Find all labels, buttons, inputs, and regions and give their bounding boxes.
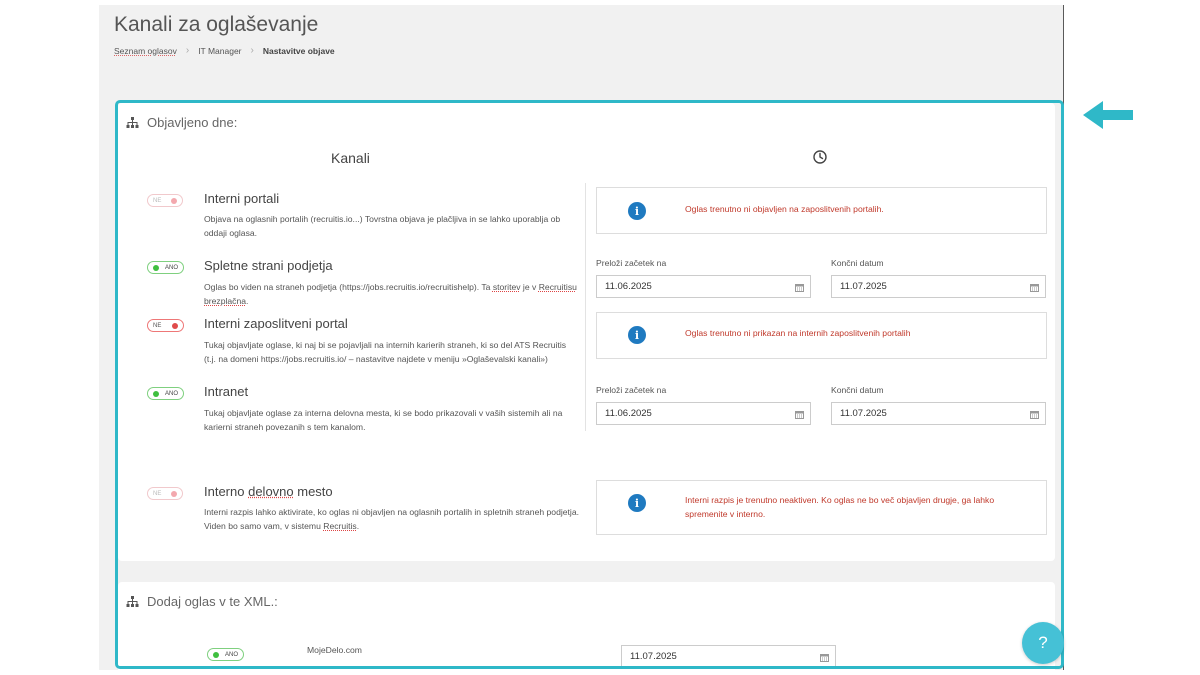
sitemap-icon [126,596,139,607]
status-info-box [596,480,1047,535]
channel-title: Interni portali [204,191,280,206]
status-info-box [596,187,1047,234]
start-date-input[interactable]: 11.06.2025 [596,275,811,298]
toggle-knob [172,323,178,329]
calendar-icon [795,283,804,292]
toggle-label: ANO [164,390,178,397]
toggle-knob [153,265,159,271]
channel-title: Spletne strani podjetja [204,258,333,273]
toggle-label: ANO [224,651,238,658]
published-card [118,103,1055,561]
help-button[interactable]: ? [1022,622,1064,664]
breadcrumb-item-job[interactable]: IT Manager [198,45,242,56]
breadcrumb [114,45,335,56]
channel-description: Interni razpis lahko aktivirate, ko oglas ni objavljen na oglasnih portalih in spletnih straneh podjetja. Viden bo samo vam, v sistemu Recruitis. [204,507,580,531]
breadcrumb-item-current: Nastavitve objave [262,45,335,56]
start-date-input[interactable]: 11.06.2025 [596,402,811,425]
start-date-label: Preloži začetek na [596,258,667,268]
xml-feed-name: MojeDelo.com [307,645,362,655]
toggle-knob [153,391,159,397]
channel-description: Oglas bo viden na straneh podjetja (https://jobs.recruitis.io/recruitishelp). Ta storitev je v Recruitisu brezplačna. [204,282,577,306]
toggle-label: NE [153,197,162,204]
xml-card [118,582,1055,670]
info-icon: i [628,494,646,512]
status-info-box [596,312,1047,359]
toggle-knob [171,198,177,204]
card-title-text: Objavljeno dne: [147,115,238,130]
card-title-text: Dodaj oglas v te XML.: [147,594,278,609]
toggle-knob [213,652,219,658]
toggle-internal-job-portal[interactable] [147,319,184,332]
info-icon: i [628,202,646,220]
calendar-icon [1030,283,1039,292]
toggle-xml-mojedelo[interactable] [207,648,244,661]
toggle-label: NE [153,490,162,497]
column-divider [585,183,586,431]
app-window [99,5,1064,670]
info-icon: i [628,326,646,344]
chevron-right-icon: › [250,45,254,56]
end-date-input[interactable]: 11.07.2025 [831,402,1046,425]
channel-description: Tukaj objavljate oglase, ki naj bi se pojavljali na internih karierih straneh, ki so del ATS Recruitis (t.j. na domeni https://jobs.recruitis.io/ – nastavitve najdete v meniju »Oglaševalski kanali») [204,340,567,364]
toggle-knob [171,491,177,497]
calendar-icon [820,653,829,662]
channel-description: Tukaj objavljate oglase za interna delovna mesta, ki se bodo prikazovali v vaših sistemih ali na karierni straneh povezanih s tem kanalom. [204,408,563,432]
calendar-icon [795,410,804,419]
card-title [126,594,278,609]
channels-column-header: Kanali [331,150,370,166]
channel-title: Interni zaposlitveni portal [204,316,348,331]
status-message: Interni razpis je trenutno neaktiven. Ko oglas ne bo več objavljen drugje, ga lahko spremenite v interno. [685,495,995,519]
breadcrumb-item-list[interactable]: Seznam oglasov [114,45,177,56]
chevron-right-icon: › [185,45,190,56]
toggle-intranet[interactable] [147,387,184,400]
toggle-internal-portals[interactable] [147,194,183,207]
start-date-label: Preloži začetek na [596,385,667,395]
toggle-internal-position[interactable] [147,487,183,500]
status-message: Oglas trenutno ni prikazan na internih zaposlitvenih portalih [685,328,911,338]
toggle-label: ANO [164,264,178,271]
calendar-icon [1030,410,1039,419]
arrow-left-icon [1083,100,1135,130]
toggle-label: NE [153,322,162,329]
status-message: Oglas trenutno ni objavljen na zaposlitvenih portalih. [685,204,884,214]
xml-date-input[interactable]: 11.07.2025 [621,645,836,668]
end-date-label: Končni datum [831,258,884,268]
sitemap-icon [126,117,139,128]
page-title: Kanali za oglaševanje [114,13,319,36]
channel-title: Interno delovno mesto [204,484,333,499]
end-date-input[interactable]: 11.07.2025 [831,275,1046,298]
toggle-company-websites[interactable] [147,261,184,274]
card-title [126,115,237,130]
end-date-label: Končni datum [831,385,884,395]
clock-icon [813,150,827,169]
channel-description: Objava na oglasnih portalih (recruitis.io...) Tovrstna objava je plačljiva in se lahko uporablja ob oddaji oglasa. [204,214,561,238]
channel-title: Intranet [204,384,249,399]
